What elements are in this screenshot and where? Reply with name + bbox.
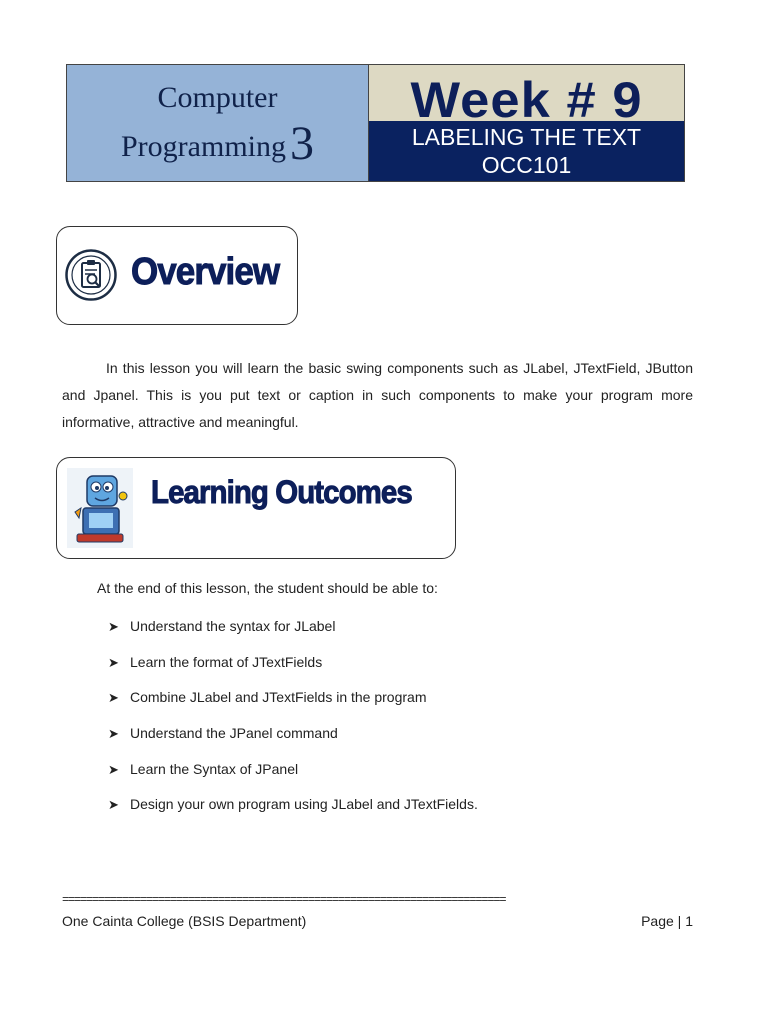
outcome-text: Understand the JPanel command — [130, 725, 338, 742]
week-panel — [369, 65, 684, 181]
list-item — [108, 653, 478, 689]
week-box — [369, 65, 684, 121]
list-item — [108, 688, 478, 724]
learning-outcomes-title: Learning Outcomes — [151, 474, 412, 510]
arrow-bullet-icon: ➤ — [108, 761, 119, 777]
arrow-bullet-icon: ➤ — [108, 726, 119, 742]
outcome-text: Learn the format of JTextFields — [130, 653, 323, 670]
outcome-text: Combine JLabel and JTextFields in the program — [130, 689, 427, 706]
overview-paragraph: In this lesson you will learn the basic swing components such as JLabel, JTextField, JButton and Jpanel. This is you put text or caption in such components to make your program more informative, attractive and meaningful. — [62, 360, 693, 430]
course-number: 3 — [290, 116, 314, 170]
arrow-bullet-icon: ➤ — [108, 619, 119, 634]
topic-box — [369, 121, 684, 181]
outcomes-intro: At the end of this lesson, the student should be able to: — [97, 580, 438, 596]
list-item — [108, 795, 478, 831]
arrow-bullet-icon: ➤ — [108, 690, 119, 706]
footer-divider: ========================================================================== — [62, 893, 506, 907]
list-item — [108, 724, 478, 760]
page-number: Page | 1 — [641, 913, 693, 929]
course-title-line1: Computer — [157, 80, 278, 114]
arrow-bullet-icon: ➤ — [108, 797, 119, 813]
course-code: OCC101 — [481, 152, 572, 178]
course-title-panel — [67, 65, 369, 181]
learning-outcomes-banner — [56, 457, 456, 559]
course-title-word: Programming — [121, 129, 286, 163]
list-item — [108, 617, 478, 653]
arrow-bullet-icon: ➤ — [108, 654, 119, 670]
list-item — [108, 760, 478, 796]
document-header — [66, 64, 685, 182]
outcomes-list — [108, 617, 478, 831]
clipboard-magnifier-icon — [65, 249, 117, 301]
cartoon-computer-mascot-icon — [67, 468, 133, 548]
week-number: Week # 9 — [410, 72, 643, 121]
outcome-text: Design your own program using JLabel and JTextFields. — [130, 796, 478, 813]
topic-title: LABELING THE TEXT — [411, 124, 642, 150]
course-title-line2 — [121, 116, 314, 170]
overview-banner — [56, 226, 298, 325]
outcome-text: Learn the Syntax of JPanel — [130, 760, 299, 777]
outcome-text: Understand the syntax for JLabel — [130, 618, 336, 634]
footer-institution: One Cainta College (BSIS Department) — [62, 913, 307, 929]
overview-title: Overview — [131, 251, 280, 293]
